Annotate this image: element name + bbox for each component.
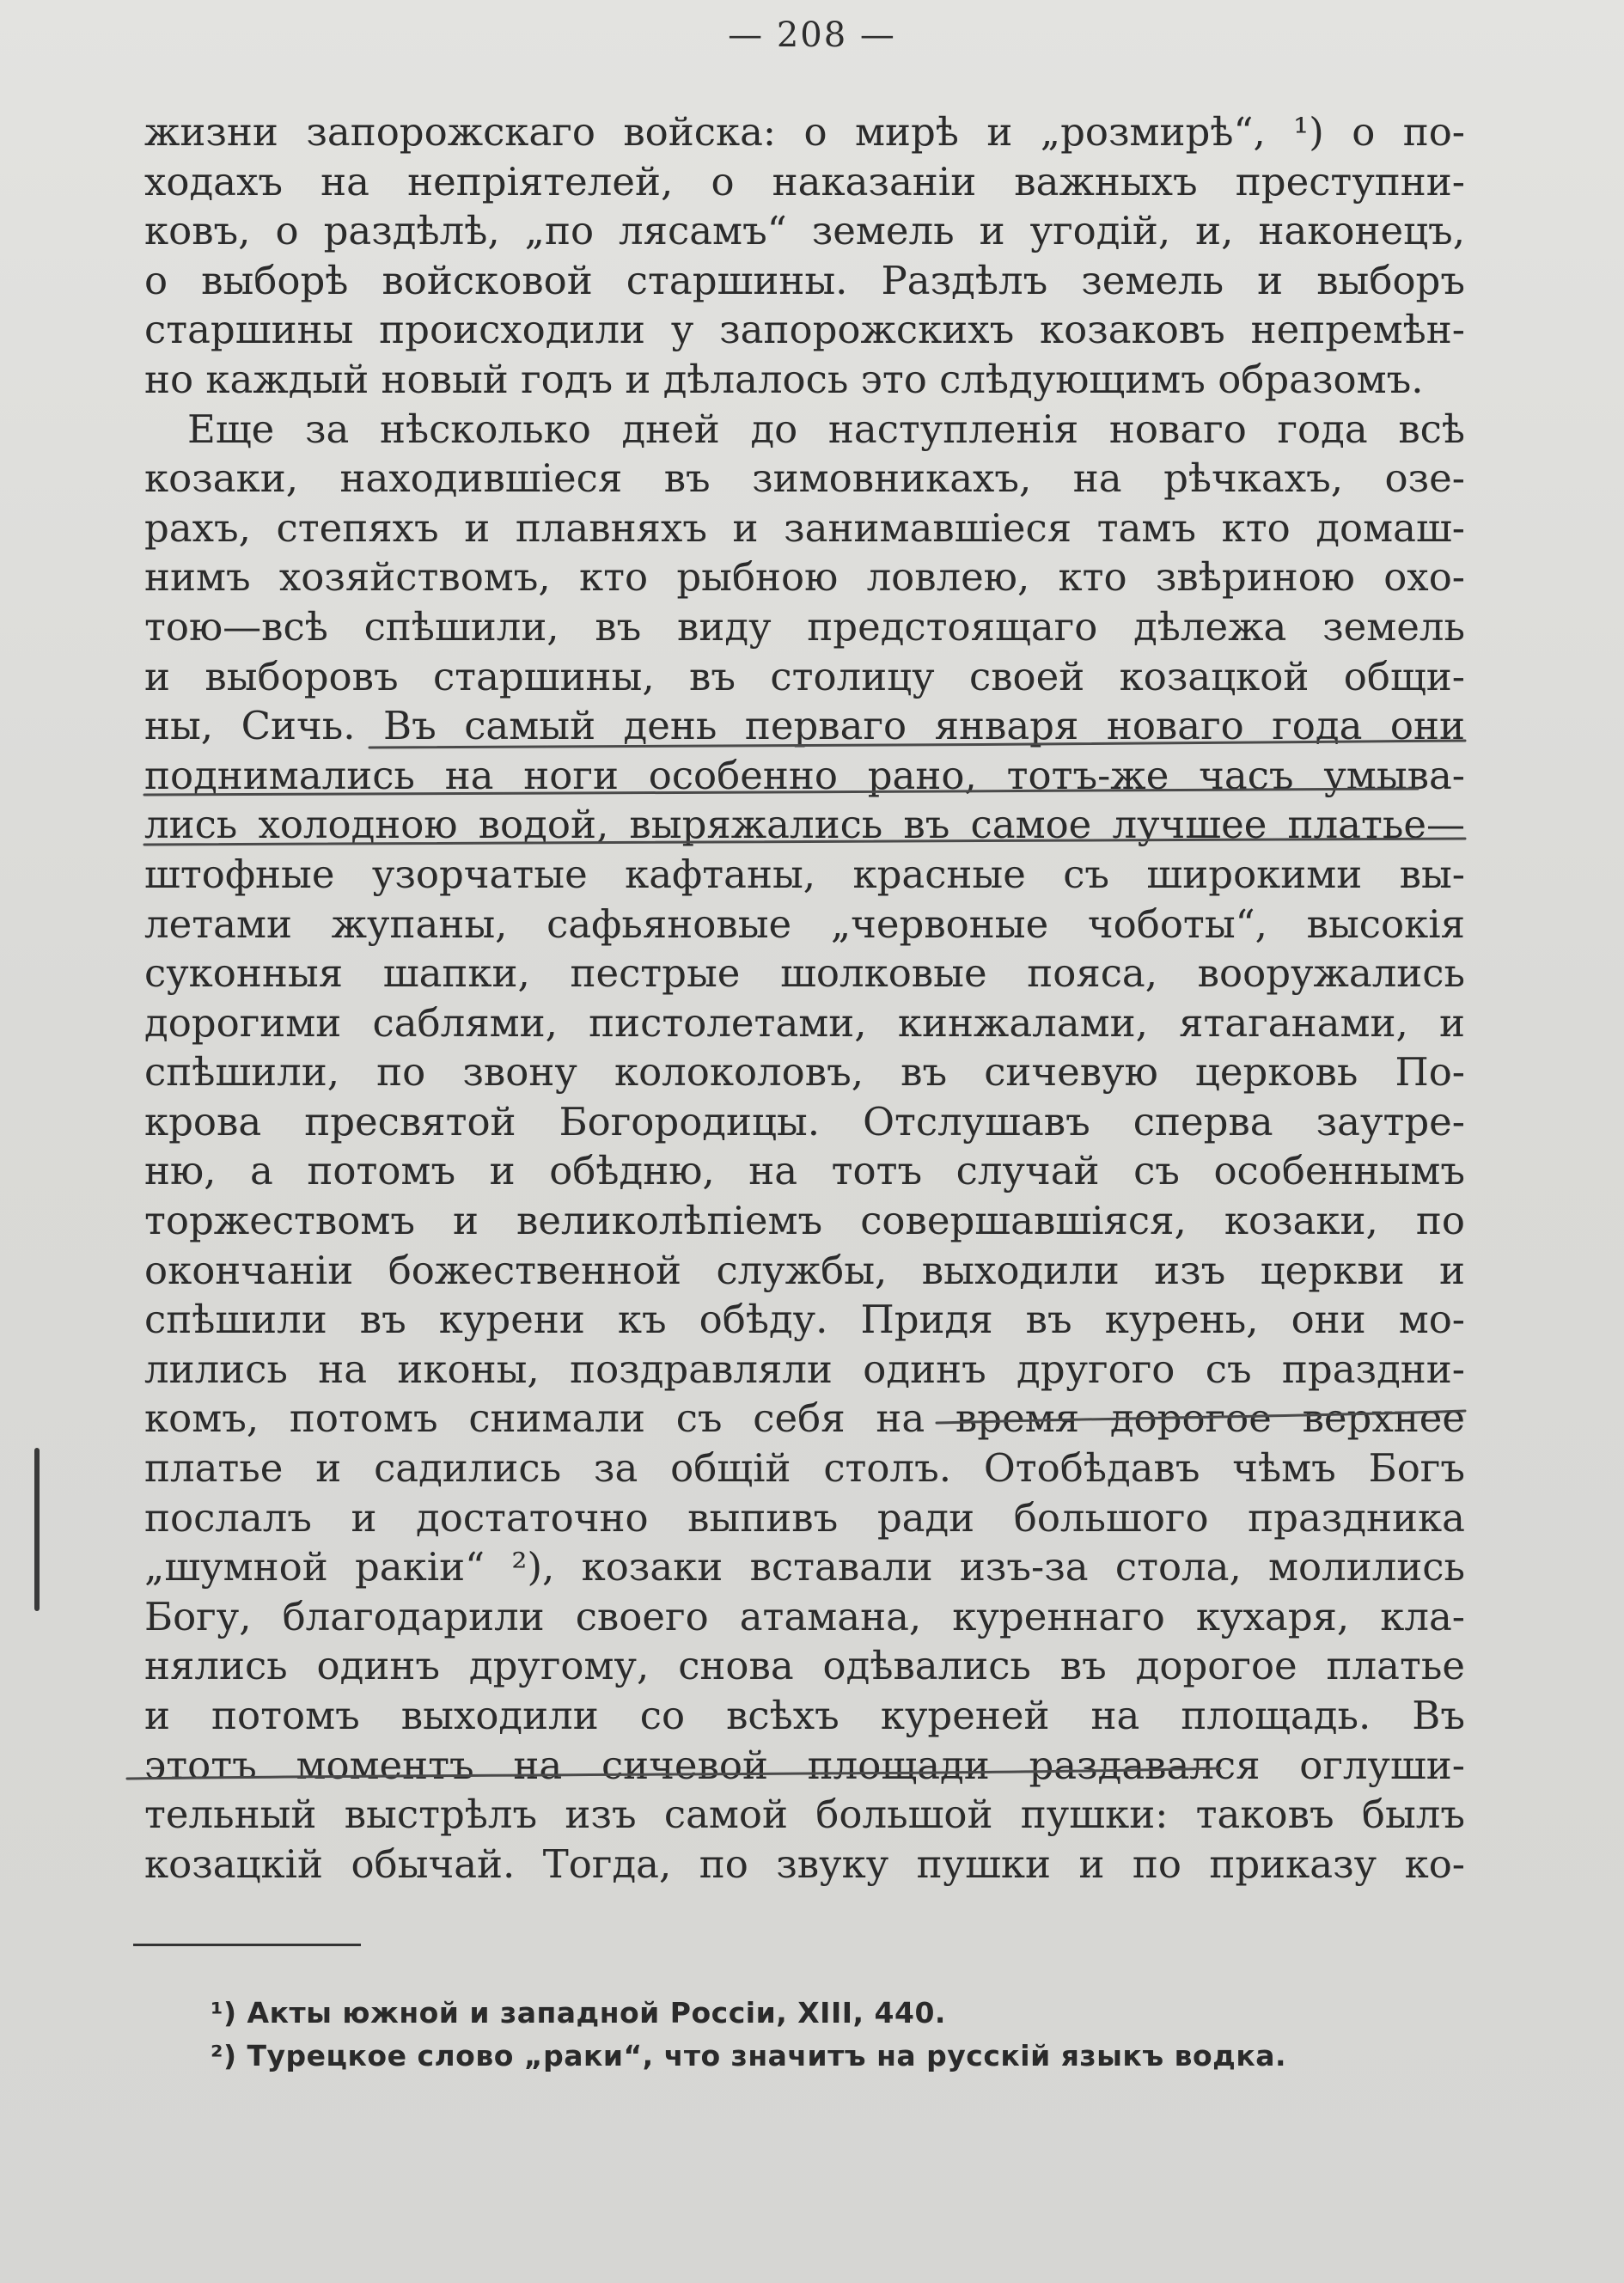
footnotes (211, 1992, 1413, 2078)
text-line: поднимались на ноги особенно рано, тотъ-же часъ умыва- (144, 752, 1465, 798)
text-line: Богу, благодарили своего атамана, куреннаго кухаря, кла- (144, 1593, 1465, 1639)
text-line: торжествомъ и великолѣпіемъ совершавшіяся, козаки, по (144, 1198, 1465, 1244)
text-line: Еще за нѣсколько дней до наступленія новаго года всѣ (187, 406, 1465, 452)
text-line: ковъ, о раздѣлѣ, „по лясамъ“ земель и угодій, и, наконецъ, (144, 208, 1465, 254)
text-line: ню, а потомъ и обѣдню, на тотъ случай съ особеннымъ (144, 1148, 1465, 1194)
footnote: ¹) Акты южной и западной Россіи, XIII, 440. (211, 1996, 946, 2030)
text-line: тельный выстрѣлъ изъ самой большой пушки: таковъ былъ (144, 1792, 1465, 1838)
text-line: о выборѣ войсковой старшины. Раздѣлъ земель и выборъ (144, 257, 1465, 303)
text-line: суконныя шапки, пестрые шолковые пояса, вооружались (144, 950, 1465, 997)
text-line: летами жупаны, сафьяновые „червоные чоботы“, высокія (144, 900, 1465, 947)
text-line: этотъ моментъ на сичевой площади раздавался оглуши- (144, 1742, 1465, 1788)
text-line: нялись одинъ другому, снова одѣвались въ дорогое платье (144, 1643, 1465, 1689)
page-number: — 208 — (728, 15, 896, 55)
text-line: и выборовъ старшины, въ столицу своей козацкой общи- (144, 653, 1465, 699)
text-line: но каждый новый годъ и дѣлалось это слѣдующимъ образомъ. (144, 356, 1424, 402)
text-line: старшины происходили у запорожскихъ козаковъ непремѣн- (144, 307, 1465, 353)
text-line: нимъ хозяйствомъ, кто рыбною ловлею, кто звѣриною охо- (144, 554, 1465, 601)
footnote: ²) Турецкое слово „раки“, что значитъ на русскій языкъ водка. (211, 2039, 1287, 2072)
text-line: „шумной ракіи“ ²), козаки вставали изъ-за стола, молились (144, 1544, 1465, 1590)
text-line: и потомъ выходили со всѣхъ куреней на площадь. Въ (144, 1693, 1465, 1738)
text-line: послалъ и достаточно выпивъ ради большого праздника (144, 1494, 1465, 1541)
text-line: спѣшили, по звону колоколовъ, въ сичевую церковь По- (144, 1049, 1465, 1096)
text-line: дорогими саблями, пистолетами, кинжалами, ятаганами, и (144, 999, 1465, 1046)
text-line: жизни запорожскаго войска: о мирѣ и „розмирѣ“, ¹) о по- (144, 109, 1465, 155)
text-line: ходахъ на непріятелей, о наказаніи важныхъ преступни- (144, 158, 1465, 204)
text-line: рахъ, степяхъ и плавняхъ и занимавшіеся тамъ кто домаш- (144, 504, 1465, 551)
text-line: лились на иконы, поздравляли одинъ другого съ праздни- (144, 1346, 1465, 1392)
text-line: спѣшили въ курени къ обѣду. Придя въ курень, они мо- (144, 1297, 1465, 1343)
text-line: ны, Сичь. Въ самый день перваго января новаго года они (144, 703, 1465, 749)
body-text (144, 107, 1465, 1889)
text-line: лись холодною водой, выряжались въ самое лучшее платье— (144, 802, 1465, 848)
text-line: тою—всѣ спѣшили, въ виду предстоящаго дѣлежа земель (144, 603, 1465, 650)
text-line: крова пресвятой Богородицы. Отслушавъ сперва заутре- (144, 1098, 1465, 1145)
margin-mark (34, 1448, 40, 1611)
text-line: платье и садились за общій столъ. Отобѣдавъ чѣмъ Богъ (144, 1445, 1465, 1492)
text-line: козаки, находившіеся въ зимовникахъ, на рѣчкахъ, озе- (144, 455, 1465, 502)
text-line: окончаніи божественной службы, выходили изъ церкви и (144, 1247, 1465, 1293)
text-line: козацкій обычай. Тогда, по звуку пушки и по приказу ко- (144, 1840, 1465, 1887)
text-line: комъ, потомъ снимали съ себя на время дорогое верхнее (144, 1395, 1465, 1442)
text-line: штофные узорчатые кафтаны, красные съ широкими вы- (144, 851, 1465, 897)
footnote-divider (133, 1944, 361, 1946)
